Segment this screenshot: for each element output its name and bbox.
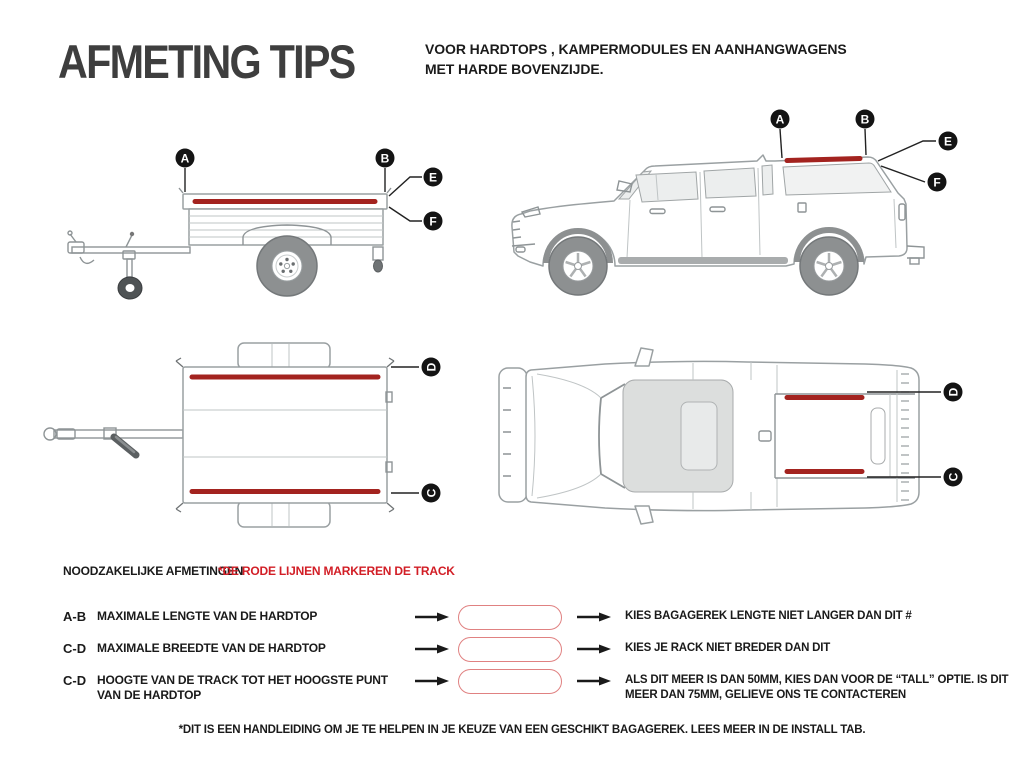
trailer-top-view-diagram <box>30 333 470 548</box>
side-mirror <box>635 348 653 366</box>
measurement-value-box <box>458 605 562 630</box>
dimension-advice: KIES JE RACK NIET BREDER DAN DIT <box>625 642 831 654</box>
dimension-key: C-D <box>63 641 87 656</box>
dimension-description: MAXIMALE LENGTE VAN DE HARDTOP <box>97 609 318 623</box>
footnote: *DIT IS EEN HANDLEIDING OM JE TE HELPEN IN JE KEUZE VAN EEN GESCHIKT BAGAGEREK. LEES MEER IN DE INSTALL TAB. <box>178 724 866 736</box>
label-e: E <box>428 170 438 185</box>
truck-drawing <box>499 348 919 524</box>
label-c: C <box>424 488 439 498</box>
trailer-side-view-diagram <box>40 105 460 320</box>
truck-top-view-diagram <box>485 340 985 552</box>
legend-red-note: *DE RODE LIJNEN MARKEREN DE TRACK <box>218 564 455 578</box>
label-b: B <box>380 151 390 166</box>
dimension-labels <box>391 358 441 503</box>
truck-side-view-diagram <box>480 100 980 315</box>
label-d: D <box>946 387 961 397</box>
page-title: AFMETING TIPS <box>58 35 355 88</box>
dimension-description: MAXIMALE BREEDTE VAN DE HARDTOP <box>97 641 326 655</box>
label-c: C <box>946 472 961 482</box>
label-f: F <box>429 214 437 229</box>
dimension-key: C-D <box>63 673 87 688</box>
label-a: A <box>775 112 785 127</box>
track-line <box>787 159 860 161</box>
dimension-key: A-B <box>63 609 87 624</box>
side-mirror <box>635 506 653 524</box>
label-e: E <box>943 134 953 149</box>
measurement-value-box <box>458 669 562 694</box>
page-subtitle <box>425 39 847 79</box>
trailer-drawing <box>44 343 394 527</box>
label-a: A <box>180 151 190 166</box>
dimension-advice: ALS DIT MEER IS DAN 50MM, KIES DAN VOOR DE “TALL” OPTIE. IS DIT MEER DAN 75MM, GELIEVE ONS TE CONTACTEREN <box>625 674 1009 701</box>
legend-row-height <box>0 669 1024 702</box>
truck-front-wheel <box>549 237 607 295</box>
legend-heading: NOODZAKELIJKE AFMETINGEN <box>63 564 244 578</box>
truck-rear-wheel <box>800 237 858 295</box>
dimension-advice: KIES BAGAGEREK LENGTE NIET LANGER DAN DIT # <box>625 610 912 622</box>
label-f: F <box>933 175 941 190</box>
trailer-drawing <box>68 188 391 299</box>
legend-row-length <box>0 605 1024 635</box>
label-d: D <box>424 362 439 372</box>
dimension-description: HOOGTE VAN DE TRACK TOT HET HOOGSTE PUNT VAN DE HARDTOP <box>97 673 388 702</box>
trailer-wheel <box>257 236 317 296</box>
subtitle-line-1: VOOR HARDTOPS , KAMPERMODULES EN AANHANGWAGENS <box>425 41 847 57</box>
label-b: B <box>860 112 870 127</box>
legend-row-width <box>0 637 1024 667</box>
measurement-value-box <box>458 637 562 662</box>
subtitle-line-2: MET HARDE BOVENZIJDE. <box>425 61 604 77</box>
truck-drawing <box>512 155 924 295</box>
